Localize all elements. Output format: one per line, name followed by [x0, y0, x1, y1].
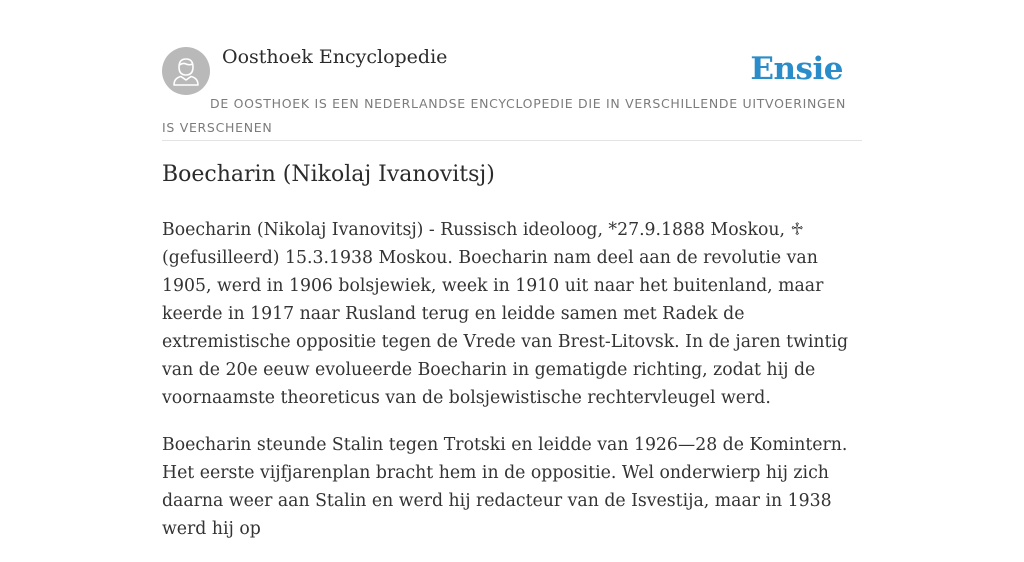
avatar[interactable]: [162, 47, 210, 95]
site-tagline: DE OOSTHOEK IS EEN NEDERLANDSE ENCYCLOPEDIE DIE IN VERSCHILLENDE UITVOERINGEN IS VERSCHENEN: [162, 96, 847, 135]
article-body: [162, 216, 866, 562]
ensie-logo[interactable]: Ensie: [750, 51, 843, 87]
user-silhouette-icon: [162, 47, 210, 95]
header: [162, 44, 862, 141]
article-paragraph: Boecharin steunde Stalin tegen Trotski en leidde van 1926—28 de Komintern. Het eerste vijfjarenplan bracht hem in de oppositie. Wel onderwierp hij zich daarna weer aan Stalin en werd hij redacteur van de Isvestija, maar in 1938 werd hij op: [162, 435, 848, 539]
site-name[interactable]: Oosthoek Encyclopedie: [222, 46, 448, 68]
article-title: Boecharin (Nikolaj Ivanovitsj): [162, 162, 495, 187]
article-paragraph: Boecharin (Nikolaj Ivanovitsj) - Russisch ideoloog, *27.9.1888 Moskou, ♱ (gefusilleerd) 15.3.1938 Moskou. Boecharin nam deel aan de revolutie van 1905, werd in 1906 bolsjewiek, week in 1910 uit naar het buitenland, maar keerde in 1917 naar Rusland terug en leidde samen met Radek de extremistische oppositie tegen de Vrede van Brest-Litovsk. In de jaren twintig van de 20e eeuw evolueerde Boecharin in gematigde richting, zodat hij de voornaamste theoreticus van de bolsjewistische rechtervleugel werd.: [162, 220, 849, 408]
